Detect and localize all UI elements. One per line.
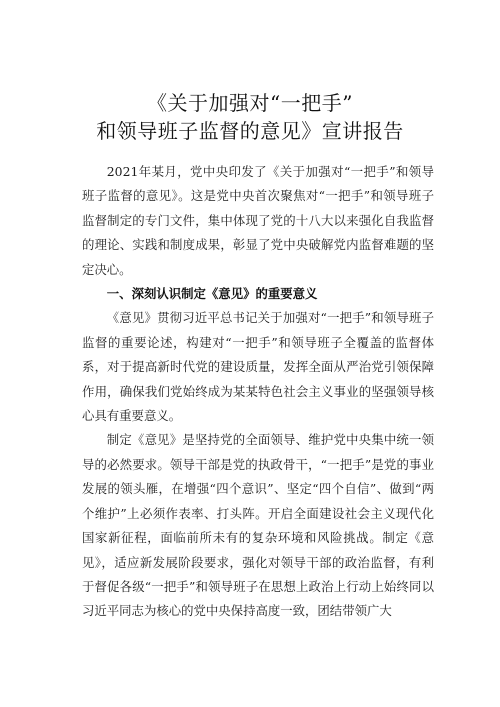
- section-heading-1: 一、深刻认识制定《意见》的重要意义: [106, 286, 318, 302]
- document-title-line-1: 《关于加强对“一把手”: [147, 91, 353, 115]
- paragraph-significance: 《意见》贯彻习近平总书记关于加强对“一把手”和领导班子监督的重要论述，构建对“一把手”和领导班子全覆盖的监督体系，对于提高新时代党的建设质量，发挥全面从严治党引领保障作用，确保我们党始终成为某某特色社会主义事业的坚强领导核心具有重要意义。: [82, 310, 434, 424]
- document-title-line-2: 和领导班子监督的意见》宣讲报告: [96, 119, 404, 143]
- document-body: [82, 160, 434, 624]
- paragraph-leadership: 制定《意见》是坚持党的全面领导、维护党中央集中统一领导的必然要求。领导干部是党的执政骨干，“一把手”是党的事业发展的领头雁，在增强“四个意识”、坚定“四个自信”、做到“两个维护”上必须作表率、打头阵。开启全面建设社会主义现代化国家新征程，面临前所未有的复杂环境和风险挑战。制定《意见》，适应新发展阶段要求，强化对领导干部的政治监督，有利于督促各级“一把手”和领导班子在思想上政治上行动上始终同以习近平同志为核心的党中央保持高度一致，团结带领广大: [82, 432, 434, 619]
- paragraph-intro: 2021年某月，党中央印发了《关于加强对“一把手”和领导班子监督的意见》。这是党中央首次聚焦对“一把手”和领导班子监督制定的专门文件，集中体现了党的十八大以来强化自我监督的理论、实践和制度成果，彰显了党中央破解党内监督难题的坚定决心。: [82, 164, 434, 277]
